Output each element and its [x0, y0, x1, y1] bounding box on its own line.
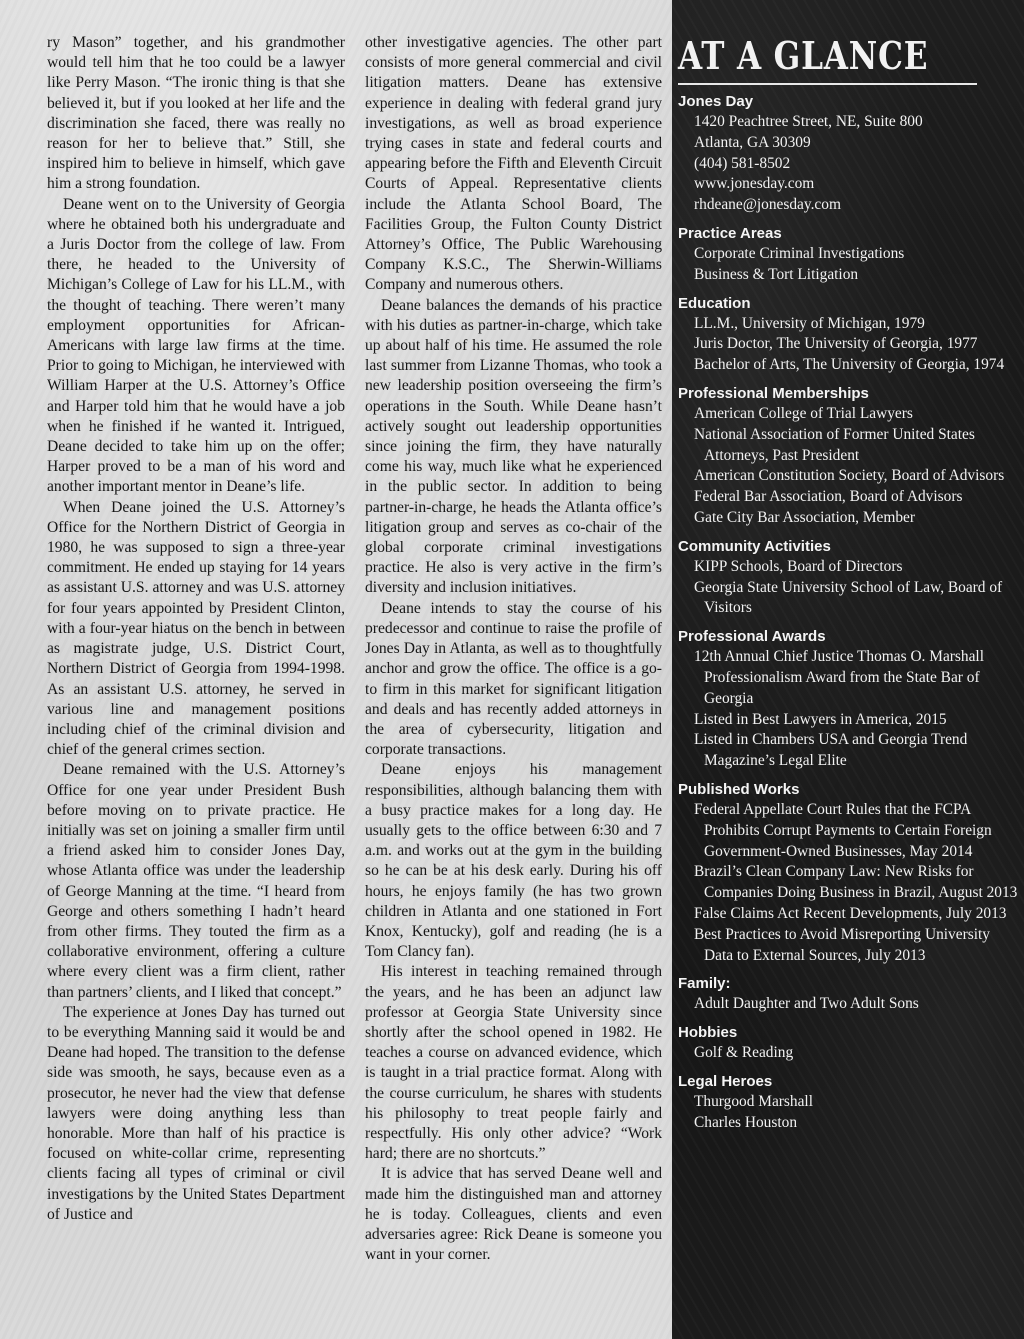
- sidebar-section-heading: Professional Memberships: [678, 384, 869, 402]
- sidebar-section-heading: Jones Day: [678, 93, 754, 110]
- sidebar-section: [678, 974, 1018, 1015]
- sidebar-title: AT A GLANCE: [678, 33, 929, 78]
- sidebar-item: Juris Doctor, The University of Georgia, 1977: [694, 335, 978, 353]
- sidebar-item: rhdeane@jonesday.com: [694, 196, 841, 214]
- sidebar-item: Bachelor of Arts, The University of Georgia, 1974: [694, 356, 1005, 374]
- article-paragraph: other investigative agencies. The other part consists of more general commercial and civil litigation matters. Deane has extensive experience in dealing with federal grand jury investigations, as well as broad experience trying cases in state and federal courts and appearing before the Fifth and Eleventh Circuit Courts of Appeal. Representative clients include the Atlanta School Board, The Facilities Group, the Fulton County District Attorney’s Office, The Public Warehousing Company K.S.C., The Sherwin-Williams Company and numerous others.: [365, 34, 662, 294]
- sidebar-section: [678, 224, 1018, 286]
- sidebar-section-heading: Legal Heroes: [678, 1072, 773, 1090]
- at-a-glance-sidebar: [672, 0, 1024, 1339]
- sidebar-section: [678, 537, 1018, 619]
- article-paragraph: When Deane joined the U.S. Attorney’s Office for the Northern District of Georgia in 1980, he was supposed to sign a three-year commitment. He ended up staying for 14 years as assistant U.S. attorney and was U.S. attorney for four years appointed by President Clinton, with a four-year hiatus on the bench in between as magistrate judge, U.S. District Court, Northern District of Georgia from 1994-1998. As an assistant U.S. attorney, he served in various line and management positions including chief of the criminal division and chief of the general crimes section.: [47, 498, 345, 759]
- sidebar-section-heading: Community Activities: [678, 537, 831, 555]
- sidebar-item: 12th Annual Chief Justice Thomas O. Marshall Professionalism Award from the State Bar of Georgia: [694, 648, 984, 707]
- sidebar-section: [678, 92, 1018, 216]
- article-paragraph: ry Mason” together, and his grandmother would tell him that he too could be a lawyer like Perry Mason. “The ironic thing is that she believed it, but if you looked at her life and the discrimination she faced, there was really no reason for her to believe that.” Still, she inspired him to believe in himself, which gave him a strong foundation.: [47, 34, 345, 193]
- sidebar-section-heading: Published Works: [678, 780, 800, 798]
- sidebar-section-heading: Professional Awards: [678, 628, 826, 646]
- sidebar-section: [678, 780, 1018, 966]
- sidebar-item: Listed in Best Lawyers in America, 2015: [694, 710, 947, 728]
- sidebar-item: Listed in Chambers USA and Georgia Trend Magazine’s Legal Elite: [694, 731, 968, 770]
- sidebar-item: Business & Tort Litigation: [694, 265, 859, 283]
- sidebar-sections: [678, 92, 1018, 1141]
- sidebar-item: Atlanta, GA 30309: [694, 133, 811, 151]
- title-rule: [678, 83, 977, 85]
- sidebar-item: 1420 Peachtree Street, NE, Suite 800: [694, 113, 923, 130]
- sidebar-item: National Association of Former United States Attorneys, Past President: [694, 425, 975, 464]
- article-paragraph: His interest in teaching remained through the years, and he has been an adjunct law professor at Georgia State University since shortly after the school opened in 1982. He teaches a course on advanced evidence, which is taught in a trial practice format. Along with the course curriculum, he shares with students his philosophy to treat people fairly and respectfully. His only other advice? “Work hard; there are no shortcuts.”: [365, 963, 662, 1163]
- article-column-left: [47, 33, 345, 1225]
- sidebar-item: Brazil’s Clean Company Law: New Risks for Companies Doing Business in Brazil, August 2013: [694, 863, 1018, 902]
- sidebar-item: American Constitution Society, Board of Advisors: [694, 467, 1005, 485]
- sidebar-section: [678, 1023, 1018, 1064]
- sidebar-item: Charles Houston: [694, 1113, 798, 1131]
- article-paragraph: Deane remained with the U.S. Attorney’s Office for one year under President Bush before moving on to private practice. He initially was set on joining a smaller firm until a friend asked him to consider Jones Day, whose Atlanta office was under the leadership of George Manning at the time. “I heard from George and others something I hadn’t heard from other firms. They touted the firm as a collaborative environment, offering a culture where every client was a firm client, rather than partners’ clients, and I liked that concept.”: [47, 761, 345, 1001]
- sidebar-section: [678, 1072, 1018, 1134]
- sidebar-item: Georgia State University School of Law, Board of Visitors: [694, 578, 1003, 617]
- sidebar-section: [678, 294, 1018, 376]
- sidebar-section-heading: Family:: [678, 975, 731, 993]
- sidebar-item: Adult Daughter and Two Adult Sons: [694, 995, 919, 1013]
- sidebar-item: American College of Trial Lawyers: [694, 404, 913, 422]
- sidebar-item: KIPP Schools, Board of Directors: [694, 557, 903, 575]
- sidebar-item: Thurgood Marshall: [694, 1092, 813, 1110]
- article-column-right: [365, 33, 662, 1265]
- sidebar-item: Best Practices to Avoid Misreporting University Data to External Sources, July 2013: [694, 925, 990, 964]
- sidebar-item: Golf & Reading: [694, 1044, 794, 1062]
- sidebar-section: [678, 627, 1018, 772]
- article-paragraph: Deane went on to the University of Georgia where he obtained both his undergraduate and a Juris Doctor from the college of law. From there, he headed to the University of Michigan’s College of Law for his LL.M., with the thought of teaching. There weren’t many employment opportunities for African-Americans with large law firms at the time. Prior to going to Michigan, he interviewed with William Harper at the U.S. Attorney’s Office and Harper told him that he would have a job when he finished if he wanted it. Intrigued, Deane decided to take him up on the offer; Harper proved to be a man of his word and another important mentor in Deane’s life.: [47, 195, 345, 496]
- sidebar-item: False Claims Act Recent Developments, July 2013: [694, 904, 1007, 922]
- sidebar-item: LL.M., University of Michigan, 1979: [694, 314, 925, 332]
- sidebar-item: www.jonesday.com: [694, 175, 815, 193]
- article-paragraph: Deane balances the demands of his practice with his duties as partner-in-charge, which take up about half of his time. He assumed the role last summer from Lizanne Thomas, who took a new leadership position overseeing the firm’s operations in the South. While Deane hasn’t actively sought out leadership opportunities since joining the firm, they have naturally come his way, much like what he experienced in the public sector. In addition to being partner-in-charge, he heads the Atlanta office’s litigation group and serves as co-chair of the global corporate criminal investigations practice. He also is very active in the firm’s diversity and inclusion initiatives.: [365, 296, 662, 597]
- sidebar-section: [678, 384, 1018, 529]
- sidebar-item: Corporate Criminal Investigations: [694, 244, 905, 262]
- article-paragraph: Deane intends to stay the course of his predecessor and continue to raise the profile of Jones Day in Atlanta, as well as to thoughtfully anchor and grow the office. The office is a go-to firm in this market for significant litigation and deals and has recently added attorneys in the area of cybersecurity, litigation and corporate transactions.: [365, 599, 662, 759]
- sidebar-section-heading: Hobbies: [678, 1024, 738, 1042]
- sidebar-item: Federal Bar Association, Board of Advisors: [694, 488, 963, 506]
- sidebar-item: Federal Appellate Court Rules that the FCPA Prohibits Corrupt Payments to Certain Foreign Government-Owned Businesses, May 2014: [694, 800, 992, 860]
- article-paragraph: The experience at Jones Day has turned out to be everything Manning said it would be and Deane had hoped. The transition to the defense side was smooth, he says, because even as a prosecutor, he never had the view that defense lawyers were doing anything less than honorable. More than half of his practice is focused on white-collar crime, representing clients facing all types of criminal or civil investigations by the United States Department of Justice and: [47, 1003, 345, 1223]
- sidebar-section-heading: Education: [678, 294, 751, 312]
- article-paragraph: Deane enjoys his management responsibilities, although balancing them with a busy practice makes for a long day. He usually gets to the office between 6:30 and 7 a.m. and works out at the gym in the building so he can be at his desk early. During his off hours, he enjoys family (he has two grown children in Atlanta and one stationed in Fort Knox, Kentucky), golf and reading (he is a Tom Clancy fan).: [365, 761, 662, 961]
- sidebar-section-heading: Practice Areas: [678, 224, 782, 242]
- sidebar-item: Gate City Bar Association, Member: [694, 508, 915, 526]
- sidebar-item: (404) 581-8502: [694, 154, 791, 172]
- article-paragraph: It is advice that has served Deane well and made him the distinguished man and attorney he is today. Colleagues, clients and even adversaries agree: Rick Deane is someone you want in your corner.: [365, 1165, 662, 1264]
